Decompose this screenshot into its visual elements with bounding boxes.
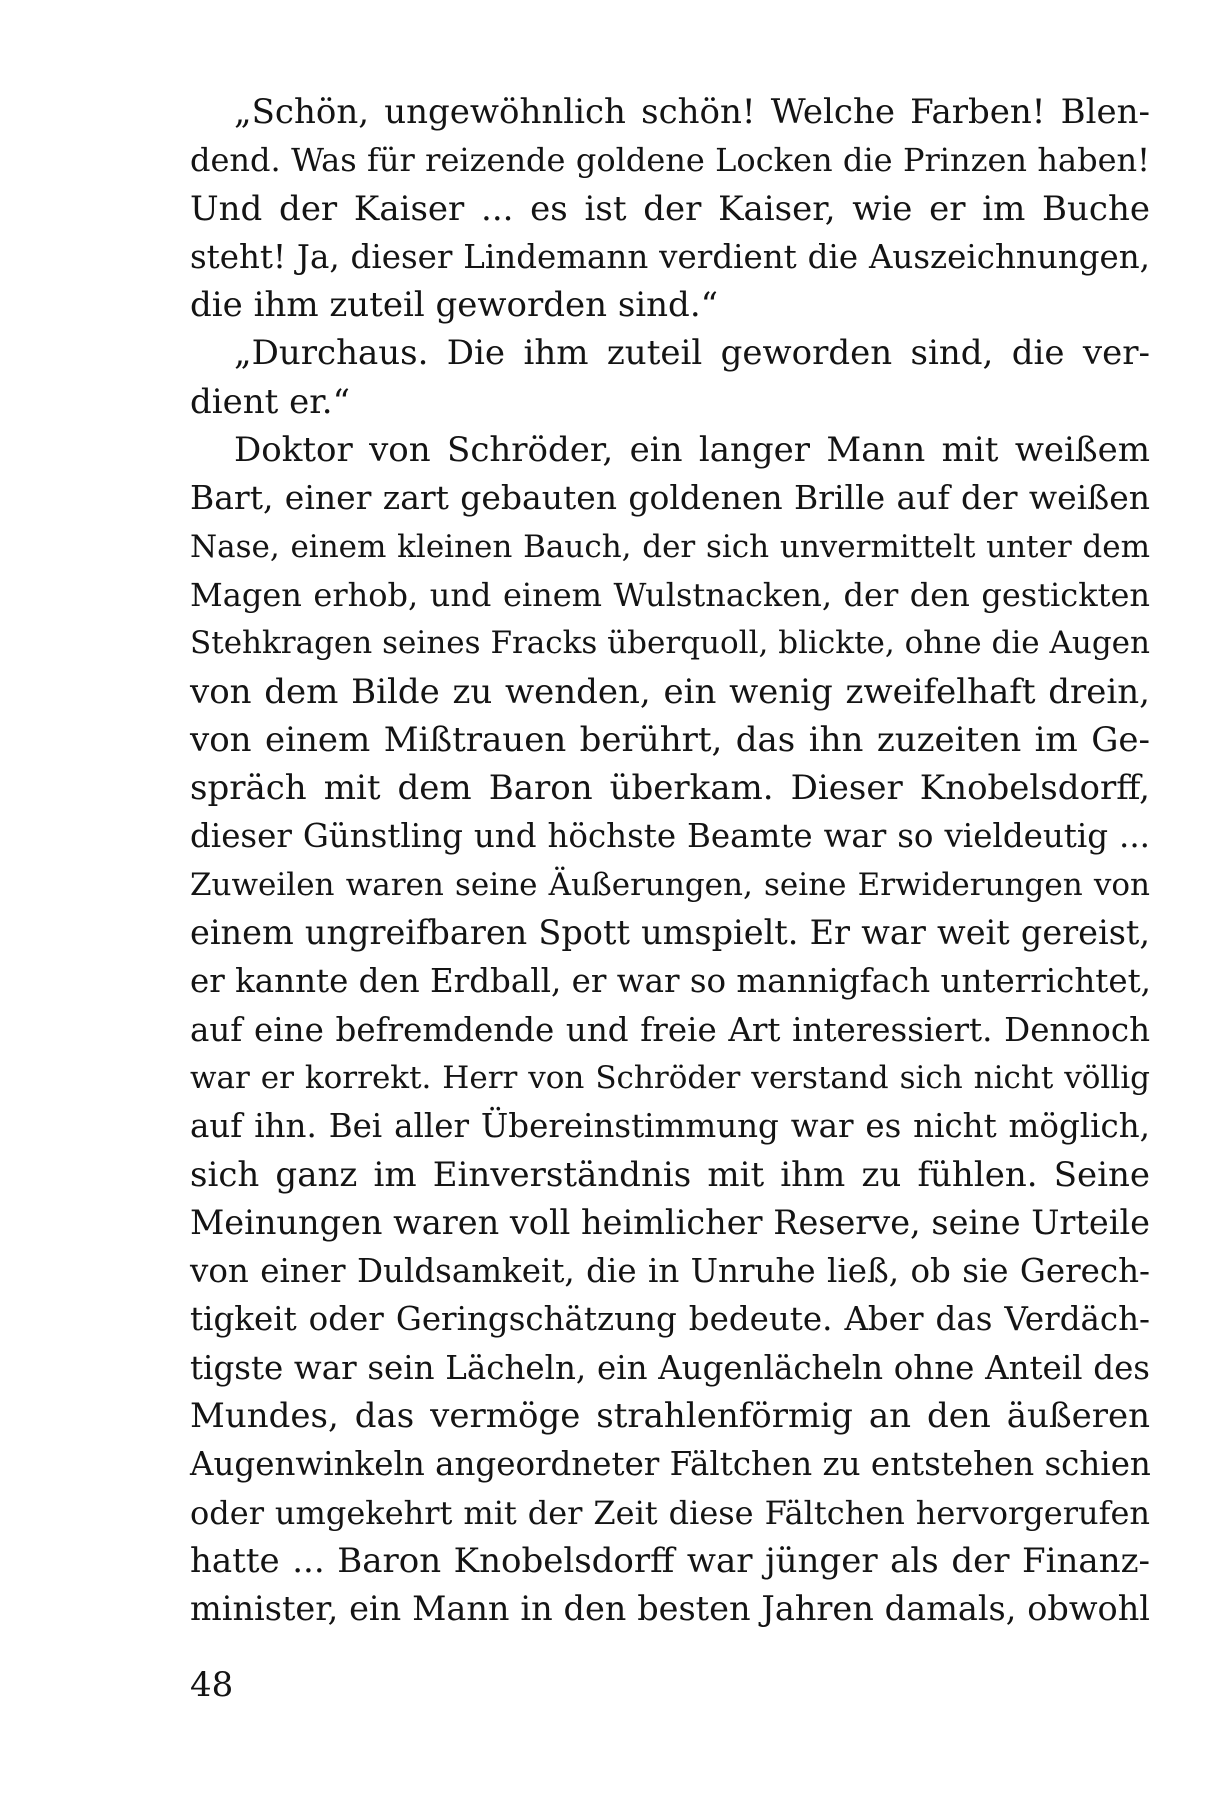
text-line: „Durchaus. Die ihm zuteil geworden sind, die ver- (234, 333, 1150, 374)
text-line: oder umgekehrt mit der Zeit diese Fältchen hervorgerufen (190, 1493, 1150, 1532)
text-line: minister, ein Mann in den besten Jahren damals, obwohl (190, 1589, 1150, 1629)
text-line: war er korrekt. Herr von Schröder verstand sich nicht völlig (190, 1059, 1150, 1096)
text-line: Zuweilen waren seine Äußerungen, seine Erwiderungen von (190, 866, 1150, 903)
text-line: von dem Bilde zu wenden, ein wenig zweifelhaft drein, (190, 671, 1150, 712)
text-line: auf eine befremdende und freie Art interessiert. Dennoch (190, 1010, 1150, 1049)
text-line: Mundes, das vermöge strahlenförmig an den äußeren (190, 1396, 1150, 1437)
text-line: Nase, einem kleinen Bauch, der sich unvermittelt unter dem (190, 528, 1150, 565)
body-text (190, 88, 1150, 1634)
text-line: die ihm zuteil geworden sind.“ (190, 285, 719, 326)
text-line: Magen erhob, und einem Wulstnacken, der den gestickten (190, 575, 1150, 614)
text-line: auf ihn. Bei aller Übereinstimmung war es nicht möglich, (190, 1107, 1150, 1146)
text-line: Augenwinkeln angeordneter Fältchen zu entstehen schien (190, 1445, 1151, 1484)
text-line: spräch mit dem Baron überkam. Dieser Knobelsdorff, (190, 768, 1150, 809)
text-line: Bart, einer zart gebauten goldenen Brille auf der weißen (190, 478, 1150, 518)
text-line: einem ungreifbaren Spott umspielt. Er war weit gereist, (190, 913, 1150, 953)
text-line: dieser Günstling und höchste Beamte war so vieldeutig ... (190, 817, 1150, 856)
text-line: steht! Ja, dieser Lindemann verdient die Auszeichnungen, (190, 237, 1150, 276)
page-number: 48 (190, 1665, 234, 1705)
text-line: Stehkragen seines Fracks überquoll, blickte, ohne die Augen (190, 625, 1150, 662)
text-line: dend. Was für reizende goldene Locken die Prinzen haben! (190, 141, 1150, 180)
text-line: hatte ... Baron Knobelsdorff war jünger als der Finanz- (190, 1540, 1150, 1581)
text-line: dient er.“ (190, 381, 350, 422)
text-line: von einer Duldsamkeit, die in Unruhe ließ, ob sie Gerech- (190, 1252, 1150, 1291)
text-line: Und der Kaiser ... es ist der Kaiser, wie er im Buche (190, 188, 1150, 229)
text-line: er kannte den Erdball, er war so mannigfach unterrichtet, (190, 962, 1151, 1001)
text-line: „Schön, ungewöhnlich schön! Welche Farben! Blen- (234, 92, 1150, 132)
text-line: tigkeit oder Geringschätzung bedeute. Aber das Verdäch- (190, 1300, 1150, 1339)
text-line: sich ganz im Einverständnis mit ihm zu fühlen. Seine (190, 1154, 1150, 1195)
text-line: Meinungen waren voll heimlicher Reserve, seine Urteile (190, 1202, 1150, 1242)
text-line: Doktor von Schröder, ein langer Mann mit weißem (234, 430, 1150, 471)
text-line: tigste war sein Lächeln, ein Augenlächeln ohne Anteil des (190, 1348, 1150, 1387)
text-line: von einem Mißtrauen berührt, das ihn zuzeiten im Ge- (190, 719, 1150, 760)
